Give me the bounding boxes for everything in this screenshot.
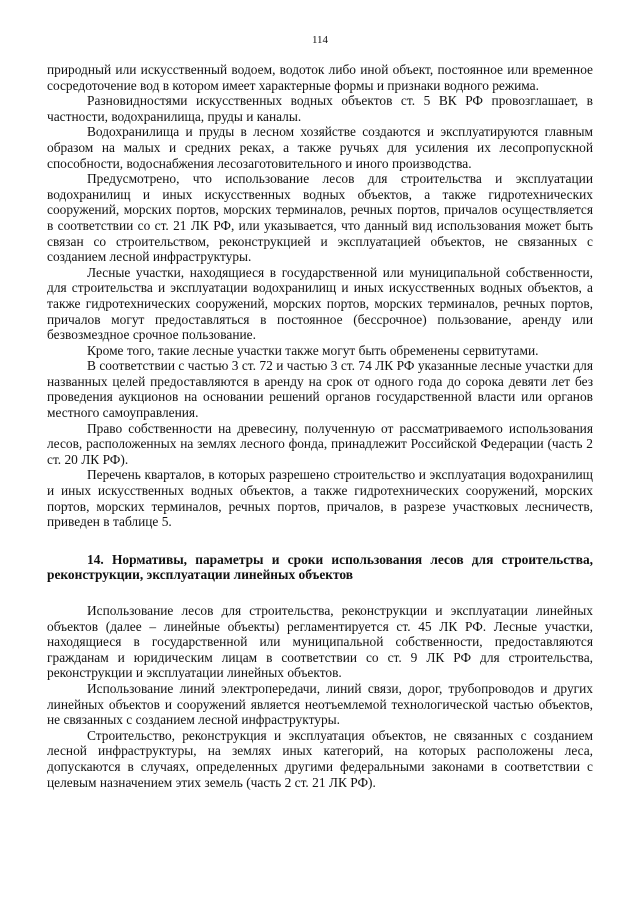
paragraph-forest-plots-ownership: Лесные участки, находящиеся в государственной или муниципальной собственности, для строительства и эксплуатации водохранилищ и иных искусственных водных объектов, а также гидротехнических сооружений, морских портов, морских терминалов, речных портов, причалов могут предоставляться в постоянное (бессрочное) пользование, аренду или безвозмездное срочное пользование.: [47, 264, 593, 343]
paragraph-timber-ownership: Право собственности на древесину, полученную от рассматриваемого использования лесов, расположенных на землях лесного фонда, принадлежит Российской Федерации (часть 2 ст. 20 ЛК РФ).: [47, 420, 593, 467]
paragraph-water-body-definition: природный или искусственный водоем, водоток либо иной объект, постоянное или временное сосредоточение вод в котором имеет характерные формы и признаки водного режима.: [47, 62, 593, 93]
document-page: [47, 34, 593, 790]
paragraph-linear-objects-regulation: Использование лесов для строительства, реконструкции и эксплуатации линейных объектов (далее – линейные объекты) регламентируется ст. 45 ЛК РФ. Лесные участки, находящиеся в государственной или муниципальной собственности, предоставляются гражданам и юридическим лицам в соответствии со ст. 9 ЛК РФ для строительства, реконструкции и эксплуатации линейных объектов.: [47, 603, 593, 681]
paragraph-quarter-list: Перечень кварталов, в которых разрешено строительство и эксплуатация водохранилищ и иных искусственных водных объектов, а также гидротехнических сооружений, морских портов, морских терминалов, речных портов, причалов, в разрезе участковых лесничеств, приведен в таблице 5.: [47, 467, 593, 530]
page-number: 114: [311, 34, 329, 46]
paragraph-servitudes: Кроме того, такие лесные участки также могут быть обременены сервитутами.: [87, 342, 539, 358]
paragraph-other-categories: Строительство, реконструкция и эксплуатация объектов, не связанных с созданием лесной инфраструктуры, на землях иных категорий, на которых расположены леса, допускаются в случаях, определенных другими федеральными законами в соответствии с целевым назначением этих земель (часть 2 ст. 21 ЛК РФ).: [47, 727, 593, 790]
paragraph-linear-objects-types: Использование линий электропередачи, линий связи, дорог, трубопроводов и других линейных объектов и сооружений является неотъемлемой технологической частью объектов, не связанных с созданием лесной инфраструктуры.: [47, 680, 593, 728]
paragraph-artificial-water-types: Разновидностями искусственных водных объектов ст. 5 ВК РФ провозглашает, в частности, водохранилища, пруды и каналы.: [47, 93, 593, 124]
section-heading: 14. Нормативы, параметры и сроки использования лесов для строительства, реконструкции, эксплуатации линейных объектов: [47, 551, 593, 583]
paragraph-reservoirs-ponds: Водохранилища и пруды в лесном хозяйстве создаются и эксплуатируются главным образом на малых и средних реках, а также ручьях для усиления их лесопропускной способности, водоснабжения лесозаготовительного и иного производства.: [47, 124, 593, 171]
paragraph-lease-terms: В соответствии с частью 3 ст. 72 и частью 3 ст. 74 ЛК РФ указанные лесные участки для названных целей предоставляются в аренду на срок от одного года до сорока девяти лет без проведения аукционов на основании решений органов государственной власти или органов местного самоуправления.: [47, 358, 593, 421]
paragraph-forest-use-reservoirs: Предусмотрено, что использование лесов для строительства и эксплуатации водохранилищ и иных искусственных водных объектов, а также гидротехнических сооружений, морских портов, морских терминалов, речных портов, причалов осуществляется в соответствии со ст. 21 ЛК РФ, или указывается, что данный вид использования может быть связан со строительством, реконструкцией и эксплуатацией объектов, не связанных с созданием лесной инфраструктуры.: [47, 171, 593, 265]
